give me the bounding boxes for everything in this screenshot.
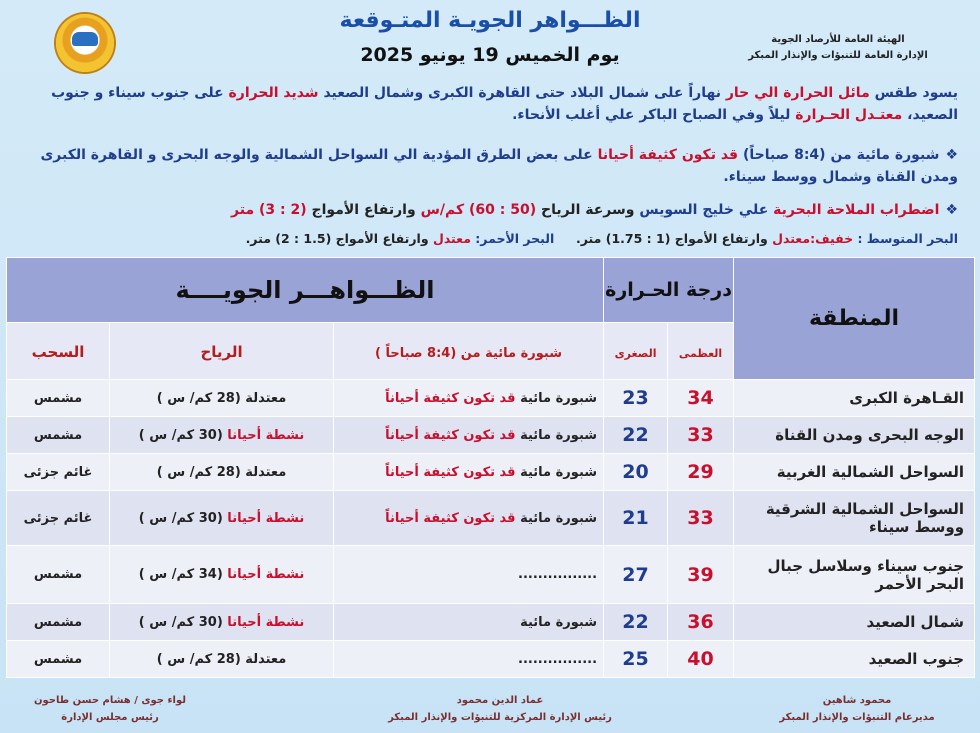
- min-temp-cell: 27: [604, 546, 668, 604]
- min-temp-cell: 22: [604, 604, 668, 641]
- region-cell: شمال الصعيد: [734, 604, 975, 641]
- fog-cell: شبورة مائية قد تكون كثيفة أحياناً: [334, 417, 604, 454]
- fog-cell: شبورة مائية قد تكون كثيفة أحياناً: [334, 380, 604, 417]
- fog-cell: شبورة مائية قد تكون كثيفة أحياناً: [334, 454, 604, 491]
- signature-central-admin: عماد الدين محمود رئيس الإدارة المركزية للتنبؤات والإنذار المبكر: [388, 695, 612, 723]
- min-temp-cell: 23: [604, 380, 668, 417]
- table-row: [7, 454, 975, 491]
- diamond-bullet-icon: ❖: [945, 202, 958, 218]
- min-temp-cell: 21: [604, 491, 668, 546]
- region-cell: السواحل الشمالية الغربية: [734, 454, 975, 491]
- min-temp-cell: 22: [604, 417, 668, 454]
- fog-cell: شبورة مائية قد تكون كثيفة أحياناً: [334, 491, 604, 546]
- wind-label: الرياح: [200, 342, 243, 361]
- region-cell: الوجه البحرى ومدن القناة: [734, 417, 975, 454]
- clouds-label: السحب: [31, 342, 85, 361]
- table-row: [7, 546, 975, 604]
- min-temp-cell: 20: [604, 454, 668, 491]
- temperature-header: درجة الحـرارة: [604, 258, 734, 323]
- wind-cell: معتدلة (28 كم/ س ): [110, 380, 334, 417]
- min-temp-cell: 25: [604, 641, 668, 678]
- clouds-cell: مشمس: [7, 546, 110, 604]
- phenomena-header: الظـــواهـــر الجويــــة: [7, 258, 604, 323]
- sea-status: البحر المتوسط : خفيف:معتدل وارتفاع الأمواج (1 : 1.75) متر. البحر الأحمر: معتدل وارتفاع الأمواج (1.5 : 2) متر.: [245, 231, 958, 246]
- fog-cell: شبورة مائية: [334, 604, 604, 641]
- wind-cell: معتدلة (28 كم/ س ): [110, 454, 334, 491]
- max-label: العظمى: [678, 346, 723, 360]
- region-cell: جنوب الصعيد: [734, 641, 975, 678]
- wind-cell: نشطة أحيانا (30 كم/ س ): [110, 491, 334, 546]
- page-title: الظـــواهر الجويـة المتـوقعة: [339, 8, 641, 33]
- clouds-cell: مشمس: [7, 641, 110, 678]
- region-cell: السواحل الشمالية الشرقية ووسط سيناء: [734, 491, 975, 546]
- signature-general-manager: محمود شاهين مديرعام التنبؤات والإنذار المبكر: [779, 695, 935, 723]
- region-header: المنطقة: [734, 258, 975, 380]
- fog-bullet: ❖شبورة مائية من (8:4 صباحاً) قد تكون كثيفة أحيانا على بعض الطرق المؤدية الي السواحل الشمالية والوجه البحرى و القاهرة الكبرى ومدن القناة وشمال ووسط سيناء.: [40, 147, 958, 185]
- wind-cell: نشطة أحيانا (30 كم/ س ): [110, 417, 334, 454]
- region-cell: القـاهرة الكبرى: [734, 380, 975, 417]
- wind-cell: نشطة أحيانا (34 كم/ س ): [110, 546, 334, 604]
- max-temp-cell: 29: [668, 454, 734, 491]
- max-temp-cell: 39: [668, 546, 734, 604]
- fog-cell: ................: [334, 641, 604, 678]
- table-row: [7, 380, 975, 417]
- clouds-cell: غائم جزئى: [7, 491, 110, 546]
- ema-logo-icon: [56, 14, 114, 72]
- fog-cell: ................: [334, 546, 604, 604]
- forecast-table: [6, 257, 975, 678]
- signature-chairman: لواء جوى / هشام حسن طاحون رئيس مجلس الإدارة: [33, 695, 187, 723]
- max-temp-cell: 34: [668, 380, 734, 417]
- table-row: [7, 491, 975, 546]
- max-temp-cell: 40: [668, 641, 734, 678]
- organization-name: الهيئة العامة للأرصاد الجوية الإدارة العامة للتنبؤات والإنذار المبكر: [748, 34, 928, 61]
- marine-bullet: ❖اضطراب الملاحة البحرية علي خليج السويس وسرعة الرياح (50 : 60) كم/س وارتفاع الأمواج (2 : 3) متر: [231, 202, 958, 218]
- max-temp-cell: 33: [668, 491, 734, 546]
- min-label: الصغرى: [614, 346, 657, 360]
- wind-cell: معتدلة (28 كم/ س ): [110, 641, 334, 678]
- summary-paragraph: يسود طقس مائل الحرارة الي حار نهاراً على شمال البلاد حتى القاهرة الكبرى وشمال الصعيد شديد الحرارة على جنوب سيناء و جنوب الصعيد، معتـدل الحـرارة ليلاً وفي الصباح الباكر علي أغلب الأنحاء.: [51, 85, 958, 123]
- fog-label: شبورة مائية من (8:4 صباحاً ): [375, 345, 563, 361]
- table-row: [7, 604, 975, 641]
- forecast-date: يوم الخميس 19 يونيو 2025: [360, 44, 620, 66]
- wind-cell: نشطة أحيانا (30 كم/ س ): [110, 604, 334, 641]
- clouds-cell: مشمس: [7, 380, 110, 417]
- table-row: [7, 641, 975, 678]
- max-temp-cell: 36: [668, 604, 734, 641]
- max-temp-cell: 33: [668, 417, 734, 454]
- clouds-cell: مشمس: [7, 604, 110, 641]
- diamond-bullet-icon: ❖: [945, 147, 958, 163]
- clouds-cell: مشمس: [7, 417, 110, 454]
- region-cell: جنوب سيناء وسلاسل جبال البحر الأحمر: [734, 546, 975, 604]
- table-row: [7, 417, 975, 454]
- clouds-cell: غائم جزئى: [7, 454, 110, 491]
